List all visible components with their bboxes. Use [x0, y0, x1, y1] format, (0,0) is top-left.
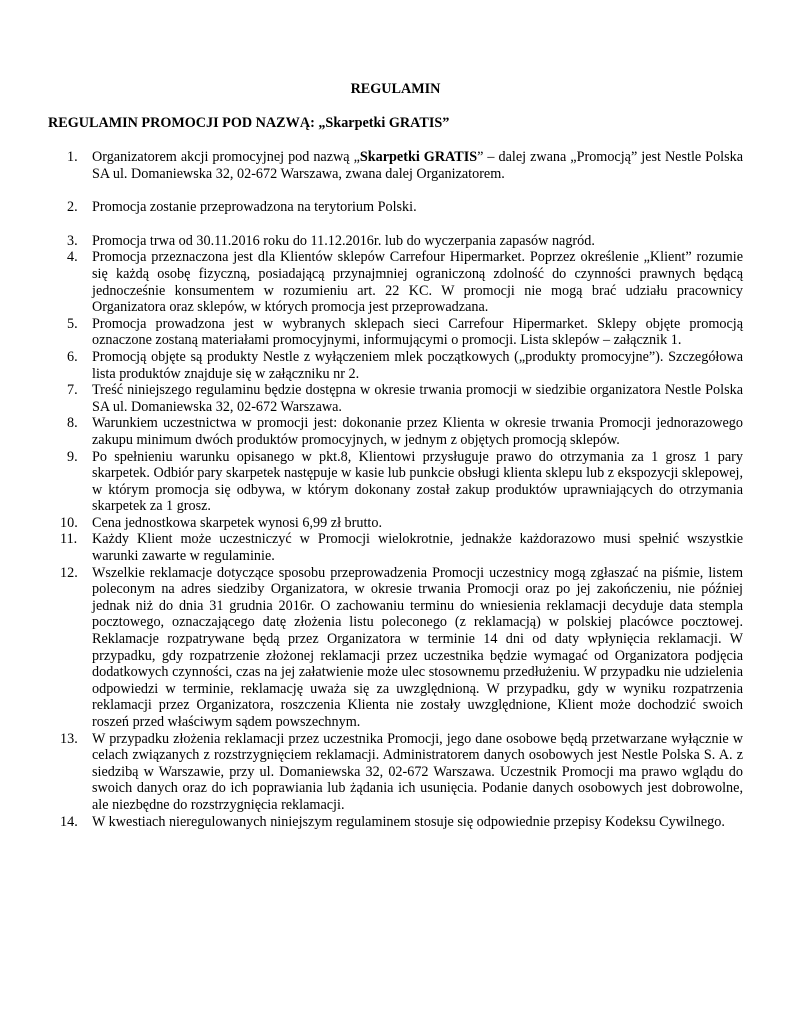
rule-text: Promocja prowadzona jest w wybranych sklepach sieci Carrefour Hipermarket. Sklepy objęte promocją oznaczone zostaną materiałami promocyjnymi, informującymi o promocji. Lista sklepów – załącznik 1.: [92, 315, 743, 349]
rule-text: W przypadku złożenia reklamacji przez uczestnika Promocji, jego dane osobowe będą przetwarzane wyłącznie w celach związanych z rozstrzygnięciem reklamacji. Administratorem danych osobowych jest Nestle Polska S. A. z siedzibą w Warszawie, przy ul. Domaniewska 32, 02-672 Warszawa. Uczestnik Promocji ma prawo wglądu do swoich danych oraz do ich poprawiania lub żądania ich usunięcia. Podanie danych osobowych jest dobrowolne, ale niezbędne do rozstrzygnięcia reklamacji.: [92, 730, 743, 813]
rule-number: 1.: [67, 149, 78, 165]
rule-text: Organizatorem akcji promocyjnej pod nazwą „: [92, 149, 360, 165]
rule-number: 13.: [60, 730, 78, 747]
rule-number: 3.: [67, 232, 78, 249]
rule-text: ” – dalej zwana „Promocją” jest Nestle Polska SA ul. Domaniewska 32, 02-672 Warszawa, zwana dalej Organizatorem.: [92, 149, 744, 182]
rule-number: 8.: [67, 415, 78, 432]
rule-item-4: [48, 249, 743, 315]
rule-item-12: [48, 565, 743, 731]
rule-number: 12.: [60, 564, 78, 581]
rule-text: Warunkiem uczestnictwa w promocji jest: dokonanie przez Klienta w okresie trwania Promocji jednorazowego zakupu minimum dwóch produktów promocyjnych, w jednym z objętych promocją sklepów.: [92, 415, 743, 448]
rule-number: 14.: [60, 813, 78, 830]
rule-item-9: [48, 449, 743, 515]
rule-text: Promocja przeznaczona jest dla Klientów sklepów Carrefour Hipermarket. Poprzez określenie „Klient” rozumie się każdą osobę fizyczną, posiadającą przynajmniej ograniczoną zdolność do czynności prawnych będącą jednocześnie konsumentem w rozumieniu art. 22 KC. W promocji nie mogą brać udziału pracownicy Organizatora oraz sklepów, w których promocja jest przeprowadzana.: [92, 249, 743, 316]
rule-number: 6.: [67, 348, 78, 365]
rule-text: Promocją objęte są produkty Nestle z wyłączeniem mlek początkowych („produkty promocyjne”). Szczegółowa lista produktów znajduje się w załączniku nr 2.: [92, 348, 743, 382]
rule-number: 5.: [67, 315, 78, 332]
rule-text: W kwestiach nieregulowanych niniejszym regulaminem stosuje się odpowiednie przepisy Kodeksu Cywilnego.: [92, 813, 725, 830]
rule-item-1: [48, 149, 743, 182]
rule-item-13: [48, 731, 743, 814]
promo-name: Skarpetki GRATIS: [359, 149, 478, 165]
rule-number: 11.: [60, 531, 78, 548]
document-subtitle: REGULAMIN PROMOCJI POD NAZWĄ: „Skarpetki GRATIS”: [48, 115, 450, 131]
rule-number: 2.: [67, 199, 78, 216]
rule-item-2: [48, 199, 743, 216]
rule-item-8: [48, 415, 743, 448]
rule-text: Promocja trwa od 30.11.2016 roku do 11.12.2016r. lub do wyczerpania zapasów nagród.: [92, 232, 595, 249]
rule-item-3: [48, 233, 743, 250]
rule-item-14: [48, 814, 743, 831]
rule-item-5: [48, 316, 743, 349]
rules-list: [48, 149, 743, 830]
rule-number: 7.: [67, 382, 78, 399]
rule-text: Każdy Klient może uczestniczyć w Promocji wielokrotnie, jednakże każdorazowo musi spełnić wszystkie warunki zawarte w regulaminie.: [92, 531, 743, 565]
rule-number: 10.: [60, 514, 78, 531]
rule-item-10: [48, 515, 743, 532]
rule-item-11: [48, 531, 743, 564]
rule-text: Cena jednostkowa skarpetek wynosi 6,99 zł brutto.: [92, 514, 382, 531]
rule-number: 9.: [67, 448, 78, 465]
rule-text: Promocja zostanie przeprowadzona na terytorium Polski.: [92, 199, 417, 216]
rule-text: Po spełnieniu warunku opisanego w pkt.8, Klientowi przysługuje prawo do otrzymania za 1 grosz 1 pary skarpetek. Odbiór pary skarpetek następuje w kasie lub punkcie obsługi klienta sklepu lub z ekspozycji sklepowej, w którym promocja się odbywa, w którym dokonany został zakup produktów uprawniających do otrzymania skarpetek za 1 grosz.: [92, 448, 743, 515]
rule-number: 4.: [67, 249, 78, 266]
rule-text: Wszelkie reklamacje dotyczące sposobu przeprowadzenia Promocji uczestnicy mogą zgłaszać na piśmie, listem poleconym na adres siedziby Organizatora, w okresie trwania Promocji oraz po jej zakończeniu, nie później jednak niż do dnia 31 grudnia 2016r. O zachowaniu terminu do wniesienia reklamacji decyduje data stempla pocztowego, oznaczającego datę złożenia listu poleconego (z reklamacją) w polskiej placówce pocztowej. Reklamacje rozpatrywane będą przez Organizatora w terminie 14 dni od daty wpłynięcia reklamacji. W przypadku, gdy rozpatrzenie złożonej reklamacji przez uczestnika będzie wymagać od Organizatora podjęcia dodatkowych czynności, czas na jej załatwienie może ulec stosownemu przedłużeniu. W przypadku nie udzielenia odpowiedzi w terminie, reklamację uważa się za uwzględnioną. W przypadku, gdy w wyniku rozpatrzenia reklamacji przez Organizatora, roszczenia Klienta nie zostały uwzględnione, Klient może dochodzić swoich roszeń przed właściwym sądem powszechnym.: [92, 564, 743, 730]
document-title: REGULAMIN: [350, 81, 441, 97]
rule-item-7: [48, 382, 743, 415]
rule-text: Treść niniejszego regulaminu będzie dostępna w okresie trwania promocji w siedzibie organizatora Nestle Polska SA ul. Domaniewska 32, 02-672 Warszawa.: [92, 382, 743, 415]
rule-item-6: [48, 349, 743, 382]
